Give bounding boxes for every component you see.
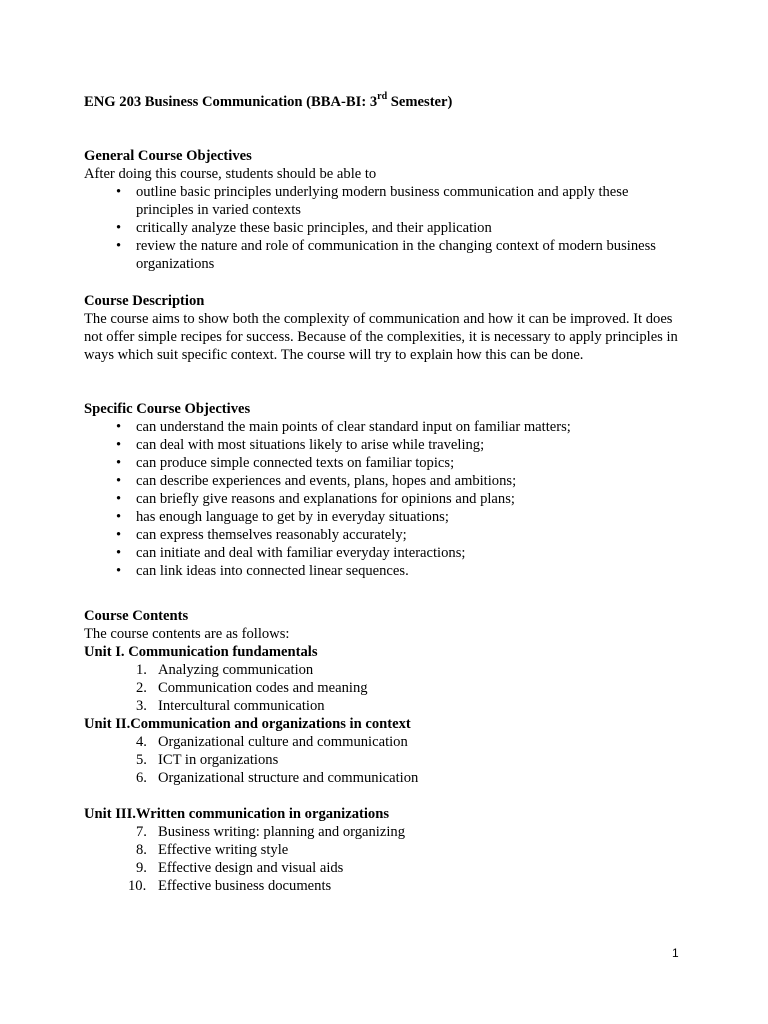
list-item [84,733,684,751]
general-objectives-section [84,147,684,273]
list-item: • outline basic principles underlying modern business communication and apply these principles in varied contexts [84,183,684,219]
item-number: 2. [136,680,147,696]
item-number: 3. [136,698,147,714]
document-title [84,93,452,111]
title-superscript: rd [377,91,388,103]
list-item: • can link ideas into connected linear sequences. [84,562,684,580]
course-description-heading: Course Description [84,293,205,309]
title-prefix: ENG 203 Business Communication (BBA-BI: 3 [84,94,378,110]
course-description-section [84,292,684,364]
item-number: 6. [136,770,147,786]
item-text: Intercultural communication [158,698,325,714]
item-number: 7. [136,824,147,840]
item-text: Communication codes and meaning [158,680,368,696]
list-item [84,751,684,769]
list-item: • can describe experiences and events, plans, hopes and ambitions; [84,472,684,490]
unit-3-list [84,823,684,895]
general-objectives-intro: After doing this course, students should be able to [84,166,377,182]
item-number: 10. [128,878,147,894]
list-item [84,877,684,895]
item-text: Organizational structure and communication [158,770,419,786]
course-description-text: The course aims to show both the complexity of communication and how it can be improved. It does not offer simple recipes for success. Because of the complexities, it is necessary to apply principles in ways which suit specific context. The course will try to explain how this can be done. [84,311,678,363]
course-contents-heading: Course Contents [84,608,189,624]
specific-objectives-section [84,400,684,580]
list-item [84,769,684,787]
spacer [84,787,684,805]
page-number: 1 [672,946,679,960]
item-text: Effective design and visual aids [158,860,344,876]
item-number: 8. [136,842,147,858]
course-contents-section [84,607,684,895]
specific-objectives-list [84,418,684,580]
list-item: • can understand the main points of clear standard input on familiar matters; [84,418,684,436]
list-item: • can produce simple connected texts on familiar topics; [84,454,684,472]
list-item [84,823,684,841]
item-text: ICT in organizations [158,752,279,768]
list-item [84,697,684,715]
list-item: • review the nature and role of communication in the changing context of modern business organizations [84,237,684,273]
list-item: • critically analyze these basic principles, and their application [84,219,684,237]
item-text: Effective business documents [158,878,332,894]
unit-1-title: Unit I. Communication fundamentals [84,644,318,660]
unit-3-title: Unit III.Written communication in organizations [84,806,389,822]
list-item: • can express themselves reasonably accurately; [84,526,684,544]
unit-2-title: Unit II.Communication and organizations in context [84,716,411,732]
item-text: Analyzing communication [158,662,314,678]
item-text: Organizational culture and communication [158,734,408,750]
unit-2-list [84,733,684,787]
item-number: 5. [136,752,147,768]
general-objectives-heading: General Course Objectives [84,148,252,164]
title-suffix: Semester) [387,94,453,110]
specific-objectives-heading: Specific Course Objectives [84,401,251,417]
general-objectives-list [84,183,684,273]
list-item: • can briefly give reasons and explanations for opinions and plans; [84,490,684,508]
list-item [84,859,684,877]
course-contents-intro: The course contents are as follows: [84,626,290,642]
item-text: Business writing: planning and organizing [158,824,405,840]
list-item [84,679,684,697]
item-number: 9. [136,860,147,876]
list-item [84,661,684,679]
unit-1-list [84,661,684,715]
item-number: 4. [136,734,147,750]
list-item: • has enough language to get by in everyday situations; [84,508,684,526]
item-number: 1. [136,662,147,678]
list-item [84,841,684,859]
list-item: • can deal with most situations likely to arise while traveling; [84,436,684,454]
list-item: • can initiate and deal with familiar everyday interactions; [84,544,684,562]
item-text: Effective writing style [158,842,289,858]
